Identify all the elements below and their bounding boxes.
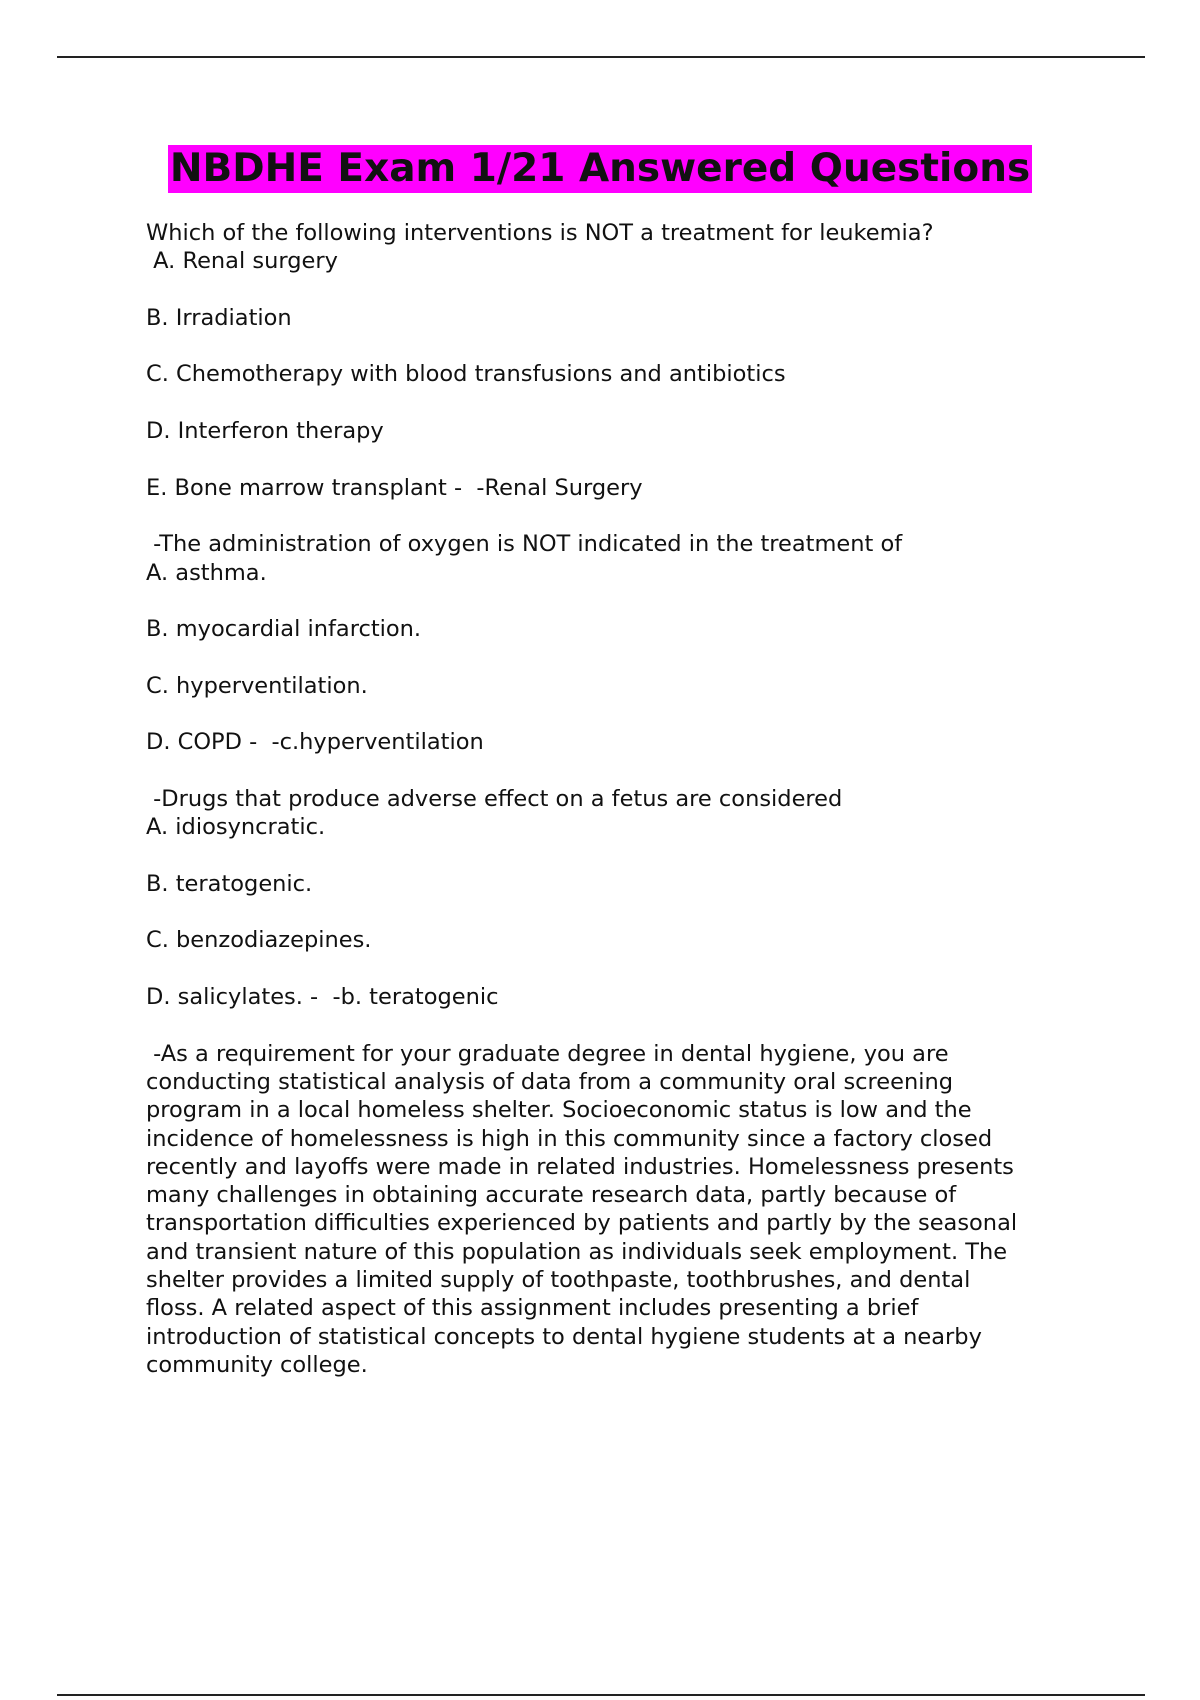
case-line: transportation difficulties experienced by patients and partly by the seasonal (146, 1210, 1018, 1237)
answer-option: A. Renal surgery (146, 248, 338, 275)
case-line: -As a requirement for your graduate degree in dental hygiene, you are (146, 1040, 949, 1067)
answer-option: B. Irradiation (146, 304, 292, 331)
question-stem: -Drugs that produce adverse effect on a fetus are considered (146, 785, 843, 812)
answer-option: A. asthma. (146, 559, 267, 586)
title-container (0, 145, 1200, 193)
case-line: many challenges in obtaining accurate research data, partly because of (146, 1182, 957, 1209)
page-title: NBDHE Exam 1/21 Answered Questions (169, 146, 1031, 191)
answer-option: C. Chemotherapy with blood transfusions and antibiotics (146, 361, 786, 388)
question-block (146, 219, 1086, 502)
case-line: program in a local homeless shelter. Socioeconomic status is low and the (146, 1097, 972, 1124)
question-block (146, 785, 1086, 1011)
answer-option-with-answer: D. COPD - -c.hyperventilation (146, 729, 484, 756)
case-line: floss. A related aspect of this assignment includes presenting a brief (146, 1295, 919, 1322)
answer-option: B. teratogenic. (146, 870, 313, 897)
document-body (146, 219, 1086, 1379)
case-line: and transient nature of this population as individuals seek employment. The (146, 1238, 1008, 1265)
answer-option: C. benzodiazepines. (146, 927, 372, 954)
case-line: recently and layoffs were made in related industries. Homelessness presents (146, 1153, 1014, 1180)
case-line: conducting statistical analysis of data from a community oral screening (146, 1068, 954, 1095)
top-divider (57, 56, 1145, 58)
question-stem: -The administration of oxygen is NOT indicated in the treatment of (146, 531, 903, 558)
case-line: community college. (146, 1351, 368, 1378)
case-passage (146, 1040, 1086, 1380)
question-block (146, 530, 1086, 756)
case-line: introduction of statistical concepts to dental hygiene students at a nearby (146, 1323, 982, 1350)
bottom-divider (57, 1694, 1145, 1696)
case-line: shelter provides a limited supply of toothpaste, toothbrushes, and dental (146, 1266, 971, 1293)
answer-option: D. Interferon therapy (146, 418, 384, 445)
answer-option: C. hyperventilation. (146, 672, 368, 699)
answer-option: A. idiosyncratic. (146, 814, 326, 841)
case-line: incidence of homelessness is high in this community since a factory closed (146, 1125, 993, 1152)
answer-option-with-answer: E. Bone marrow transplant - -Renal Surgery (146, 474, 643, 501)
answer-option: B. myocardial infarction. (146, 616, 422, 643)
question-stem: Which of the following interventions is NOT a treatment for leukemia? (146, 220, 934, 246)
answer-option-with-answer: D. salicylates. - -b. teratogenic (146, 984, 499, 1011)
